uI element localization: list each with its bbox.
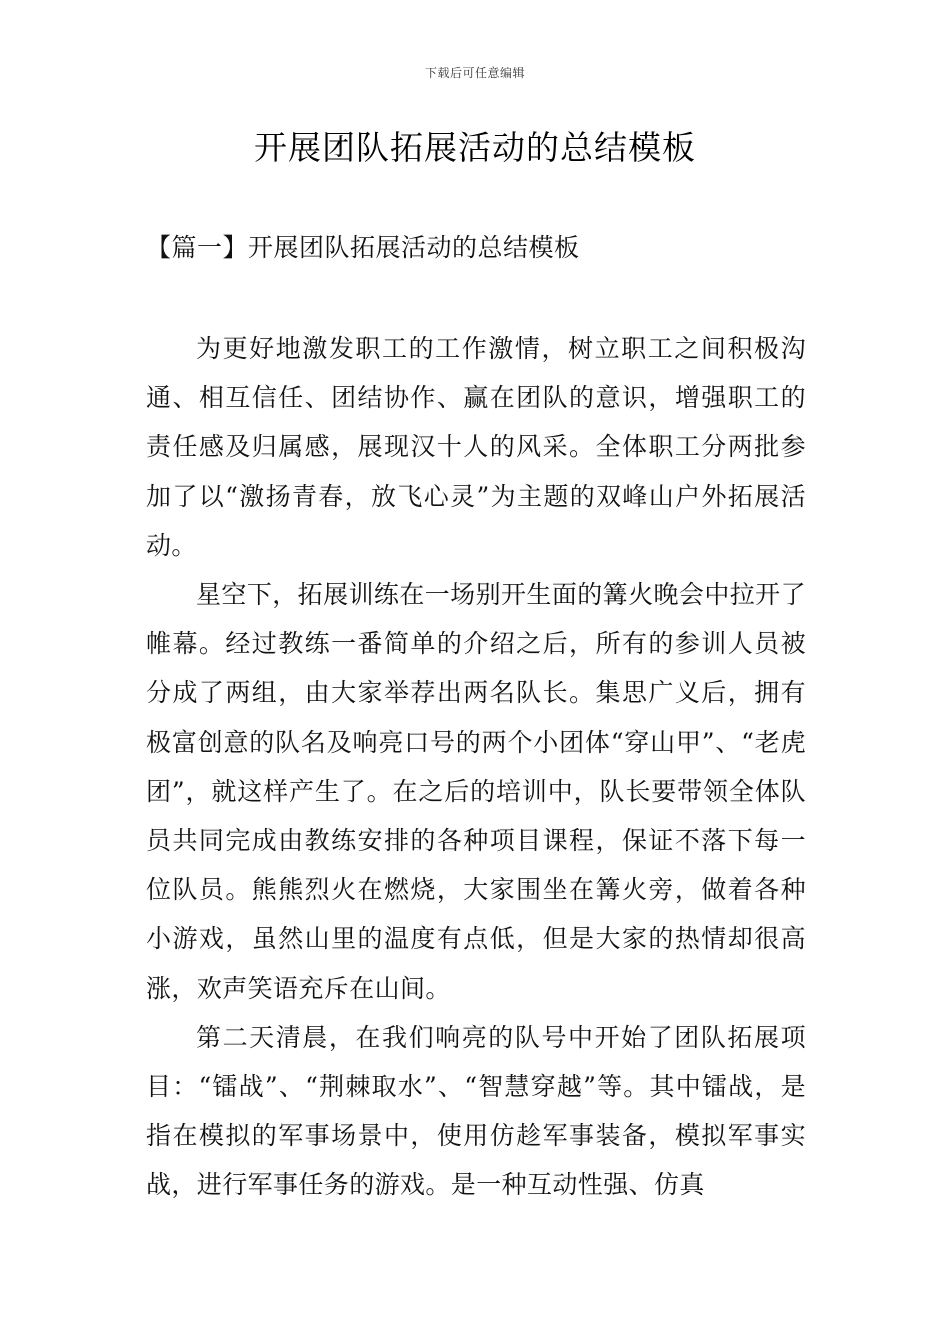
section-heading: 【篇一】开展团队拓展活动的总结模板 [146,233,580,262]
paragraph-3: 第二天清晨，在我们响亮的队号中开始了团队拓展项目：“镭战”、“荆棘取水”、“智慧穿越”等。其中镭战，是指在模拟的军事场景中，使用仿趁军事装备，模拟军事实战，进行军事任务的游戏。是一种互动性强、仿真 [146,1022,806,1200]
paragraph-1: 为更好地激发职工的工作激情，树立职工之间积极沟通、相互信任、团结协作、赢在团队的意识，增强职工的责任感及归属感，展现汉十人的风采。全体职工分两批参加了以“激扬青春，放飞心灵”为主题的双峰山户外拓展活动。 [146,334,806,560]
body-text [146,324,806,1210]
paragraph-2: 星空下，拓展训练在一场别开生面的篝火晚会中拉开了帷幕。经过教练一番简单的介绍之后，所有的参训人员被分成了两组，由大家举荐出两名队长。集思广义后，拥有极富创意的队名及响亮口号的两个小团体“穿山甲”、“老虎团”，就这样产生了。在之后的培训中，队长要带领全体队员共同完成由教练安排的各种项目课程，保证不落下每一位队员。熊熊烈火在燃烧，大家围坐在篝火旁，做着各种小游戏，虽然山里的温度有点低，但是大家的热情却很高涨，欢声笑语充斥在山间。 [146,580,806,1003]
document-title: 开展团队拓展活动的总结模板 [254,128,696,167]
header-note: 下载后可任意编辑 [424,66,525,80]
